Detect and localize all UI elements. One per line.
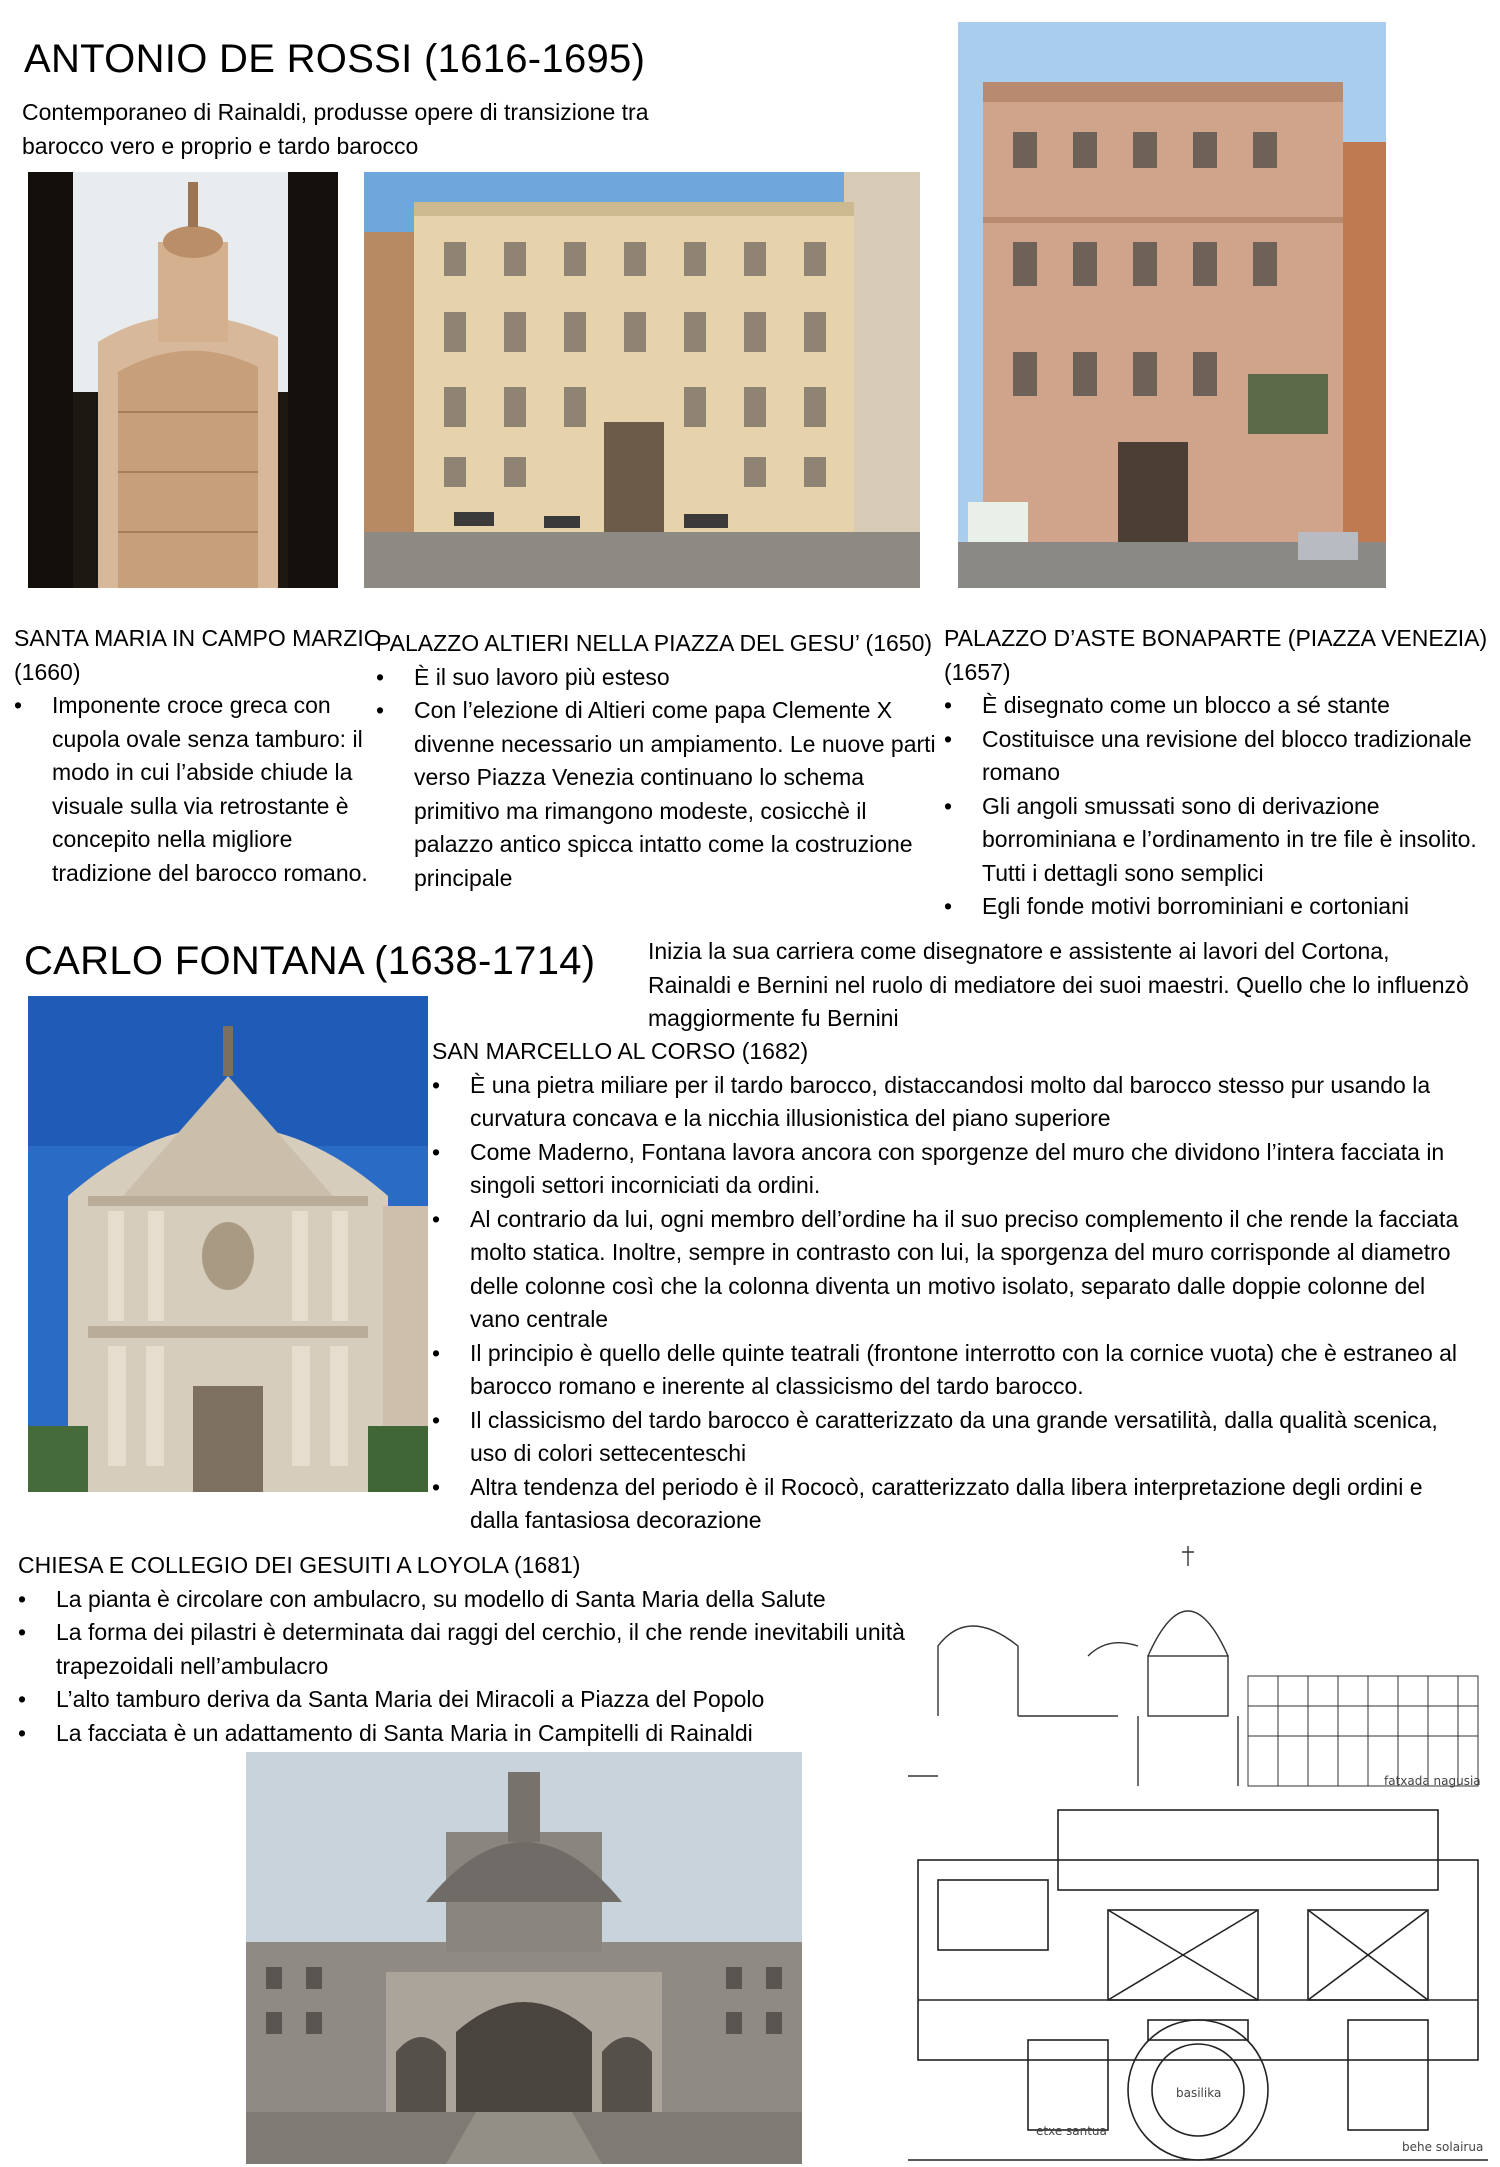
plan-label-basilica: basilika (1176, 2086, 1222, 2100)
list-item: • Il principio è quello delle quinte teatrali (frontone interrotto con la cornice vuota) che è estraneo al barocco romano e inerente al classicismo del tardo barocco. (432, 1337, 1472, 1404)
photo-loyola-basilica (246, 1752, 802, 2164)
list-item: • Imponente croce greca con cupola ovale senza tamburo: il modo in cui l’abside chiude la visuale sulla via retrostante è concepito nella migliore tradizione del barocco romano. (14, 689, 384, 890)
work-santa-maria-campo-marzio (14, 622, 384, 890)
list-item: • Come Maderno, Fontana lavora ancora con sporgenze del muro che dividono l’intera facciata in singoli settori incorniciati da ordini. (432, 1136, 1472, 1203)
work-san-marcello (432, 1035, 1472, 1538)
list-item: • Gli angoli smussati sono di derivazione borrominiana e l’ordinamento in tre file è insolito. Tutti i dettagli sono semplici (944, 790, 1494, 891)
plan-label-bottom: behe solairua (1402, 2140, 1484, 2154)
list-item: • Con l’elezione di Altieri come papa Clemente X divenne necessario un ampiamento. Le nuove parti verso Piazza Venezia continuano lo schema primitivo ma rimangono modeste, cosicchè il palazzo antico spicca intatto come la costruzione principale (376, 694, 936, 895)
work-loyola (18, 1549, 948, 1750)
work-title: PALAZZO ALTIERI NELLA PIAZZA DEL GESU’ (1650) (376, 630, 933, 656)
work-title: PALAZZO D’ASTE BONAPARTE (PIAZZA VENEZIA) (1657) (944, 625, 1488, 685)
list-item: • È disegnato come un blocco a sé stante (944, 689, 1494, 723)
work-title: SANTA MARIA IN CAMPO MARZIO (1660) (14, 625, 382, 685)
work-palazzo-aste-bonaparte (944, 622, 1494, 924)
work-palazzo-altieri (376, 627, 936, 895)
photo-palazzo-aste-bonaparte (958, 22, 1386, 588)
photo-palazzo-altieri (364, 172, 920, 588)
plan-label-sanctuary: etxe santua (1036, 2124, 1107, 2138)
photo-san-marcello-al-corso (28, 996, 428, 1492)
list-item: • La forma dei pilastri è determinata dai raggi del cerchio, il che rende inevitabili unità trapezoidali nell’ambulacro (18, 1616, 948, 1683)
list-item: • Costituisce una revisione del blocco tradizionale romano (944, 723, 1494, 790)
list-item: • La facciata è un adattamento di Santa Maria in Campitelli di Rainaldi (18, 1717, 948, 1751)
elevation-label: fatxada nagusia (1384, 1774, 1481, 1788)
work-title: SAN MARCELLO AL CORSO (1682) (432, 1038, 809, 1064)
list-item: • Altra tendenza del periodo è il Rococò, caratterizzato dalla libera interpretazione degli ordini e dalla fantasiosa decorazione (432, 1471, 1472, 1538)
list-item: • Il classicismo del tardo barocco è caratterizzato da una grande versatilità, dalla qualità scenica, uso di colori settecenteschi (432, 1404, 1472, 1471)
rossi-title: ANTONIO DE ROSSI (1616-1695) (24, 37, 646, 81)
list-item: • Al contrario da lui, ogni membro dell’ordine ha il suo preciso complemento il che rende la facciata molto statica. Inoltre, sempre in contrasto con lui, la sporgenza del muro corrisponde al diametro delle colonne così che la colonna diventa un motivo isolato, separato dalle doppie colonne del vano centrale (432, 1203, 1472, 1337)
photo-santa-maria-campo-marzio (28, 172, 338, 588)
list-item: • È il suo lavoro più esteso (376, 661, 936, 695)
list-item: • Egli fonde motivi borrominiani e cortoniani (944, 890, 1494, 924)
drawing-plan (908, 1800, 1488, 2162)
list-item: • È una pietra miliare per il tardo barocco, distaccandosi molto dal barocco stesso pur usando la curvatura concava e la nicchia illusionistica del piano superiore (432, 1069, 1472, 1136)
rossi-intro: Contemporaneo di Rainaldi, produsse opere di transizione tra barocco vero e proprio e tardo barocco (22, 99, 649, 159)
drawing-elevation (908, 1536, 1488, 1788)
work-title: CHIESA E COLLEGIO DEI GESUITI A LOYOLA (1681) (18, 1552, 581, 1578)
fontana-title: CARLO FONTANA (1638-1714) (24, 939, 596, 983)
list-item: • L’alto tamburo deriva da Santa Maria dei Miracoli a Piazza del Popolo (18, 1683, 948, 1717)
list-item: • La pianta è circolare con ambulacro, su modello di Santa Maria della Salute (18, 1583, 948, 1617)
fontana-intro: Inizia la sua carriera come disegnatore e assistente ai lavori del Cortona, Rainaldi e Bernini nel ruolo di mediatore dei suoi maestri. Quello che lo influenzò maggiormente fu Bernini (648, 938, 1469, 1031)
